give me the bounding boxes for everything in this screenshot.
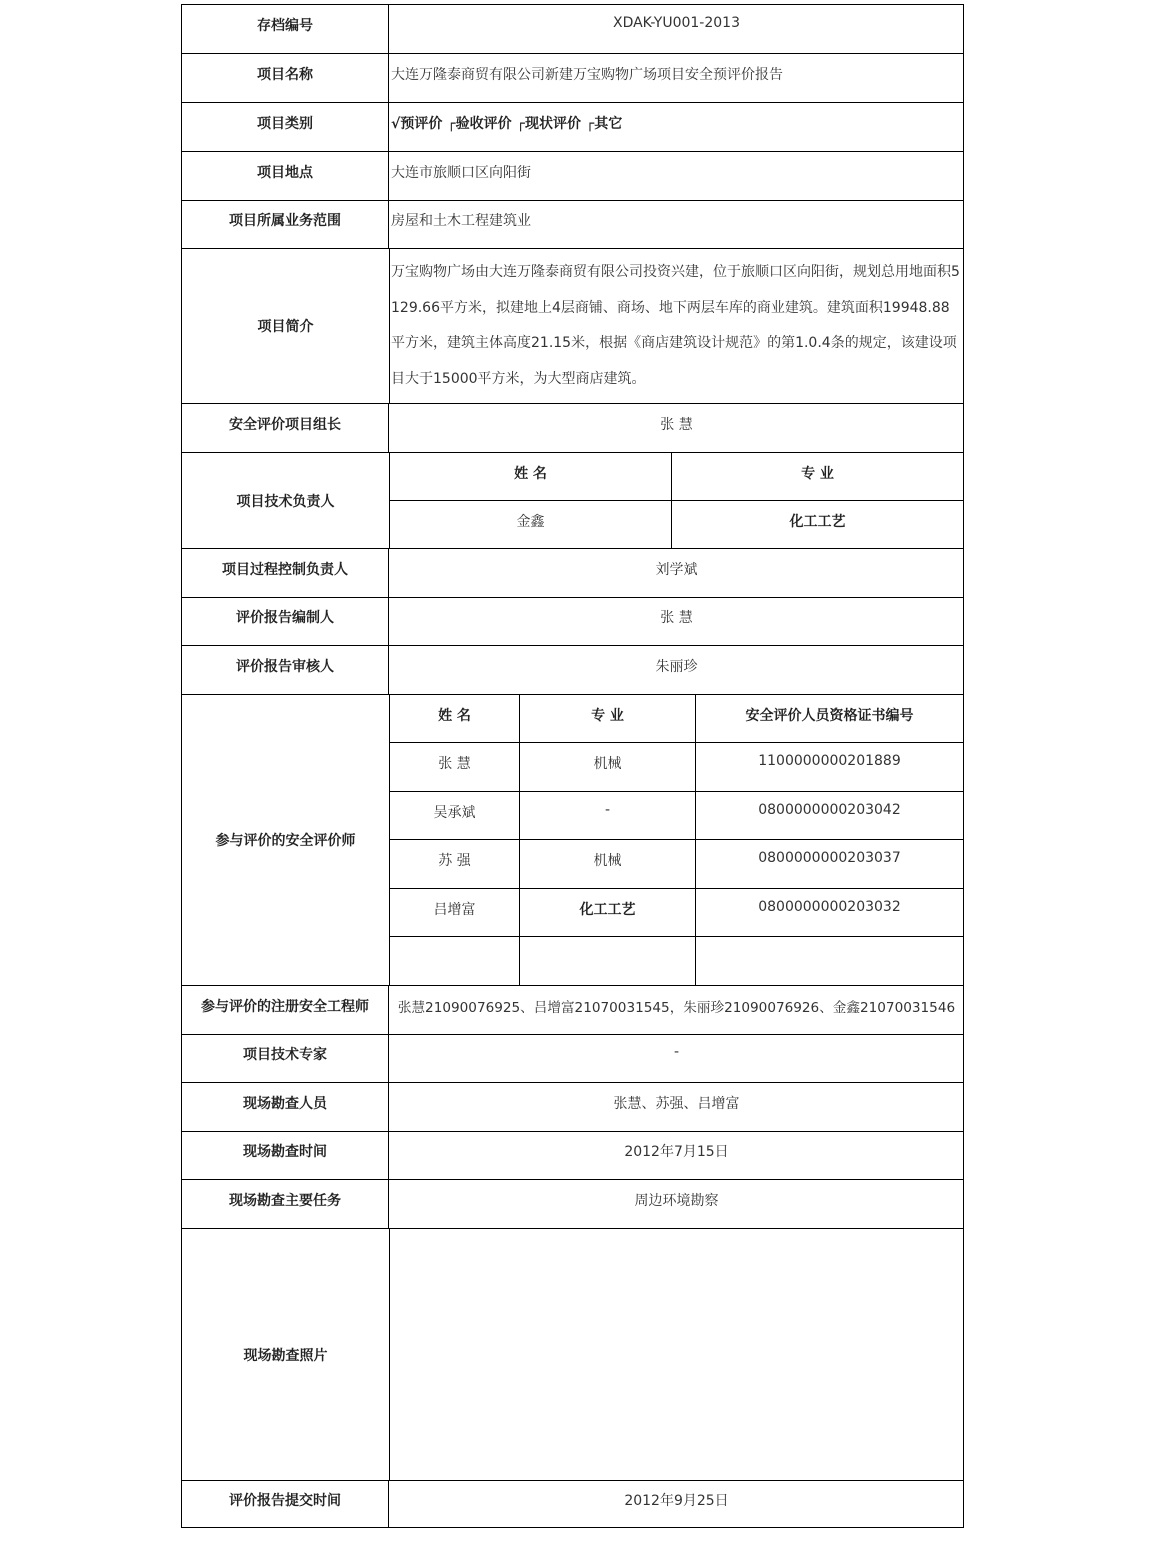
row-registered-engineers: [182, 986, 963, 1035]
registered-engineers-label: 参与评价的注册安全工程师: [182, 986, 389, 1034]
report-author-label: 评价报告编制人: [182, 598, 389, 645]
assessor-major: -: [520, 792, 696, 840]
row-report-author: [182, 598, 963, 646]
row-report-reviewer: [182, 646, 963, 695]
row-archive-no: [182, 5, 963, 54]
row-tech-lead: [182, 453, 963, 549]
assessor-major: 机械: [520, 743, 696, 792]
row-submit-time: [182, 1481, 963, 1527]
site-photos-area: [390, 1229, 963, 1480]
tech-experts-value: -: [673, 1044, 680, 1060]
report-author-value: 张 慧: [660, 610, 693, 626]
table-cell-empty: [520, 937, 696, 986]
report-reviewer-label: 评价报告审核人: [182, 646, 389, 694]
tech-experts-label: 项目技术专家: [182, 1035, 389, 1082]
project-name-value: 大连万隆泰商贸有限公司新建万宝购物广场项目安全预评价报告: [391, 67, 783, 83]
assessors-label: 参与评价的安全评价师: [182, 695, 390, 985]
row-business-scope: [182, 201, 963, 249]
process-lead-value: 刘学斌: [655, 562, 698, 578]
team-leader-value: 张 慧: [660, 417, 693, 433]
row-process-lead: [182, 549, 963, 598]
report-reviewer-value: 朱丽珍: [655, 659, 698, 675]
business-scope-value: 房屋和土木工程建筑业: [391, 213, 531, 229]
table-row: 苏 强: [390, 840, 520, 889]
tech-lead-major: 化工工艺: [789, 514, 846, 530]
assessors-table: [390, 695, 963, 985]
site-staff-value: 张慧、苏强、吕增富: [613, 1096, 740, 1112]
row-site-tasks: [182, 1180, 963, 1229]
assessors-name-header: 姓 名: [390, 695, 520, 743]
registered-engineers-value: 张慧21090076925、吕增富21070031545，朱丽珍21090076926、金鑫21070031546: [397, 1000, 956, 1016]
tech-lead-name-header: 姓 名: [390, 453, 672, 501]
project-category-value: √预评价 ┌验收评价 ┌现状评价 ┌其它: [391, 116, 623, 132]
project-location-label: 项目地点: [182, 152, 389, 200]
project-intro-value: 万宝购物广场由大连万隆泰商贸有限公司投资兴建，位于旅顺口区向阳街，规划总用地面积5129.66平方米，拟建地上4层商铺、商场、地下两层车库的商业建筑。建筑面积19948.88平方米，建筑主体高度21.15米，根据《商店建筑设计规范》的第1.0.4条的规定，该建设项目大于15000平方米，为大型商店建筑。: [391, 264, 960, 387]
row-site-time: [182, 1132, 963, 1180]
tech-lead-major-header: 专 业: [672, 453, 963, 501]
assessors-cert-header: 安全评价人员资格证书编号: [696, 695, 963, 743]
assessor-major: 机械: [520, 840, 696, 889]
assessors-major-header: 专 业: [520, 695, 696, 743]
project-name-label: 项目名称: [182, 54, 389, 102]
report-info-table: [181, 4, 964, 1528]
table-row: 吴承斌: [390, 792, 520, 840]
row-project-name: [182, 54, 963, 103]
row-assessors: [182, 695, 963, 986]
row-site-photos: [182, 1229, 963, 1481]
row-project-category: [182, 103, 963, 152]
project-intro-label: 项目简介: [182, 249, 390, 403]
site-time-value: 2012年7月15日: [624, 1144, 729, 1160]
site-time-label: 现场勘查时间: [182, 1132, 389, 1179]
tech-lead-label: 项目技术负责人: [182, 453, 390, 548]
row-team-leader: [182, 404, 963, 453]
process-lead-label: 项目过程控制负责人: [182, 549, 389, 597]
site-tasks-label: 现场勘查主要任务: [182, 1180, 389, 1228]
row-project-intro: [182, 249, 963, 404]
project-location-value: 大连市旅顺口区向阳街: [391, 165, 531, 181]
row-site-staff: [182, 1083, 963, 1132]
row-project-location: [182, 152, 963, 201]
team-leader-label: 安全评价项目组长: [182, 404, 389, 452]
assessor-cert: 0800000000203037: [696, 840, 963, 889]
submit-time-label: 评价报告提交时间: [182, 1481, 389, 1527]
site-staff-label: 现场勘查人员: [182, 1083, 389, 1131]
archive-no-label: 存档编号: [182, 5, 389, 53]
table-row: 张 慧: [390, 743, 520, 792]
row-tech-experts: [182, 1035, 963, 1083]
submit-time-value: 2012年9月25日: [624, 1493, 729, 1509]
site-photos-label: 现场勘查照片: [182, 1229, 390, 1480]
project-category-label: 项目类别: [182, 103, 389, 151]
assessor-cert: 0800000000203042: [696, 792, 963, 840]
table-cell-empty: [696, 937, 963, 986]
assessor-cert: 1100000000201889: [696, 743, 963, 792]
table-row-empty: [390, 937, 520, 986]
site-tasks-value: 周边环境勘察: [634, 1193, 719, 1209]
tech-lead-name: 金鑫: [390, 501, 672, 549]
table-row: 吕增富: [390, 889, 520, 937]
business-scope-label: 项目所属业务范围: [182, 201, 389, 248]
assessor-cert: 0800000000203032: [696, 889, 963, 937]
assessor-major: 化工工艺: [520, 889, 696, 937]
archive-no-value: XDAK-YU001-2013: [612, 15, 740, 31]
